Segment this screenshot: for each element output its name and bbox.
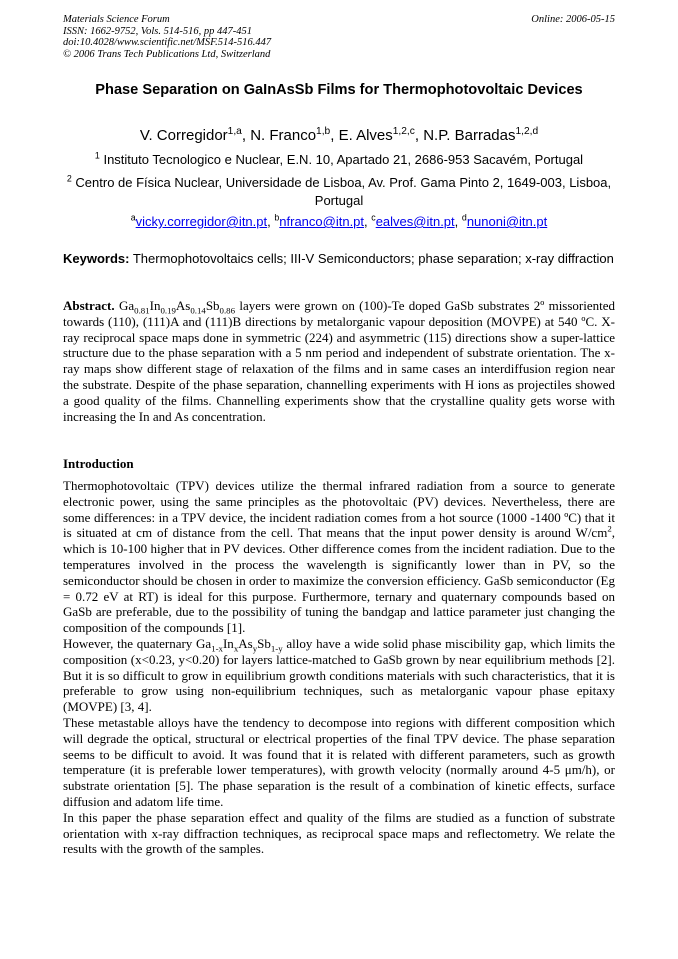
online-date: Online: 2006-05-15 — [531, 14, 615, 25]
keywords-label: Keywords: — [63, 251, 130, 266]
abstract — [63, 298, 615, 424]
paper-title: Phase Separation on GaInAsSb Films for Thermophotovoltaic Devices — [95, 82, 583, 98]
author-affiliation-mark: 1,a — [227, 126, 242, 137]
journal-issn: ISSN: 1662-9752, Vols. 514-516, pp 447-451 — [63, 25, 252, 37]
subscript: 1-x — [211, 643, 223, 654]
subscript: 0.86 — [219, 305, 235, 316]
introduction-body — [63, 478, 615, 857]
email-link[interactable]: ealves@itn.pt — [375, 214, 455, 229]
author-name: E. Alves — [338, 127, 393, 144]
email-list: $^a$vicky.corregidor@itn.pt, $^b$nfranco@itn.pt, $^c$ealves@itn.pt, $^d$nunoni@itn.pt — [130, 212, 548, 229]
author-name: N.P. Barradas — [423, 127, 516, 144]
keywords-text: Thermophotovoltaics cells; III-V Semiconductors; phase separation; x-ray diffraction — [132, 251, 614, 266]
journal-doi: doi:10.4028/www.scientific.net/MSF.514-516.447 — [63, 37, 272, 48]
subscript: y — [252, 643, 258, 654]
abstract-label: Abstract. — [63, 298, 115, 313]
email-mark: d — [461, 212, 467, 223]
author-affiliation-mark: 1,2,c — [392, 126, 415, 137]
author-affiliation-mark: 1,2,d — [515, 126, 539, 137]
introduction-heading: Introduction — [63, 456, 134, 471]
affiliation-mark: 1 — [94, 150, 100, 161]
affiliation-text: Instituto Tecnologico e Nuclear, E.N. 10, Apartado 21, 2686-953 Sacavém, Portugal — [103, 152, 584, 167]
subscript: 0.19 — [160, 305, 176, 316]
author-name: N. Franco — [250, 127, 317, 144]
subscript: 0.14 — [190, 305, 206, 316]
affiliation-2 — [60, 174, 618, 210]
intro-paragraph-3: These metastable alloys have the tendency to decompose into regions with different composition which will degrade the optical, structural or electrical properties of the final TPV device. The phase separation seems to be difficult to avoid. It was found that it is related with different parameters, such as growth temperature (it is preferable lower temperatures), with growth velocity (normally around 4-5 μm/h), or substrate orientation [5]. The phase separation is the result of a combination of kinetic effects, surface diffusion and adatom life time. — [63, 714, 615, 809]
journal-name: Materials Science Forum — [63, 14, 170, 25]
affiliation-text: Centro de Física Nuclear, Universidade de Lisboa, Av. Prof. Gama Pinto 2, 1649-003, Lisboa, Portugal — [75, 175, 612, 208]
subscript: 0.81 — [134, 305, 150, 316]
intro-paragraph-2: However, the quaternary $Ga_{1-x}In_xAs_ySb_{1-y}$ alloy have a wide solid phase miscibility gap, which limits the composition (x<0.23, y<0.20) for layers lattice-matched to GaSb grown by near equilibrium methods [2]. But it is so difficult to grow in equilibrium growth conditions materials with such characteristics, that it is preferable to grow using non-equilibrium techniques, such as metalorganic vapour phase epitaxy (MOVPE) [3, 4]. — [63, 635, 615, 715]
journal-header — [63, 14, 615, 60]
email-link[interactable]: vicky.corregidor@itn.pt — [135, 214, 268, 229]
intro-paragraph-1: Thermophotovoltaic (TPV) devices utilize the thermal infrared radiation from a source to generate electronic power, using the same principles as the photovoltaic (PV) devices. Nevertheless, there are some differences: in a TPV device, the incident radiation comes from a hot source (1000 -1400 ºC) that it is situated at cm of distance from the cell. That means that the input power density is around $W/cm^2$, which is 10-100 higher that in PV devices. Other difference comes from the incident radiation. Due to the temperatures involved in the process the wavelength is significantly lower than in PV, so the semiconductor should be chosen in order to maximize the conversion efficiency. GaSb semiconductor (Eg = 0.72 eV at RT) is ideal for this purpose. Furthermore, ternary and quaternary compounds based on GaSb are preferable, due to the possibility of tuning the bandgap and lattice parameter just changing the composition of the compounds [1]. — [63, 478, 615, 636]
affiliation-mark: 2 — [66, 173, 72, 184]
author-list: V. Corregidor$^{1,a}$, N. Franco$^{1,b}$, E. Alves$^{1,2,c}$, N.P. Barradas$^{1,2,d}$ — [139, 126, 539, 144]
email-mark: a — [130, 212, 136, 223]
email-link[interactable]: nunoni@itn.pt — [466, 214, 548, 229]
author-name: V. Corregidor — [139, 127, 228, 144]
abstract-formula: $Ga_{0.81}In_{0.19}As_{0.14}Sb_{0.86}$ — [118, 298, 235, 316]
keywords — [63, 251, 615, 267]
superscript: 2 — [607, 524, 612, 535]
author-affiliation-mark: 1,b — [316, 126, 331, 137]
email-mark: c — [371, 212, 376, 223]
abstract-text: layers were grown on (100)-Te doped GaSb substrates 2º missoriented towards (110), (111)A and (111)B directions by metalorganic vapour deposition (MOVPE) at 540 ºC. X-ray reciprocal space maps done in symmetric (224) and asymmetric (115) directions show a super-lattice structure due to the phase separation with a 5 nm period and independent of substrate orientation. The x-ray maps show different stage of relaxation of the films and in same cases an interdiffusion region near the substrate. Despite of the phase separation, channelling experiments with H ions as projectiles showed a good quality of the films. Channelling experiments show that the crystalline quality gets worse with increasing the In and As concentration. — [63, 298, 616, 424]
email-link[interactable]: nfranco@itn.pt — [279, 214, 365, 229]
email-mark: b — [274, 212, 280, 223]
subscript: x — [233, 643, 239, 654]
journal-copyright: © 2006 Trans Tech Publications Ltd, Switzerland — [63, 48, 271, 60]
intro-paragraph-4: In this paper the phase separation effect and quality of the films are studied as a function of substrate orientation with x-ray diffraction techniques, as reciprocal space maps and reflectometry. We relate the results with the growth of the samples. — [63, 809, 615, 857]
subscript: 1-y — [270, 643, 283, 654]
affiliation-1 — [60, 151, 618, 169]
